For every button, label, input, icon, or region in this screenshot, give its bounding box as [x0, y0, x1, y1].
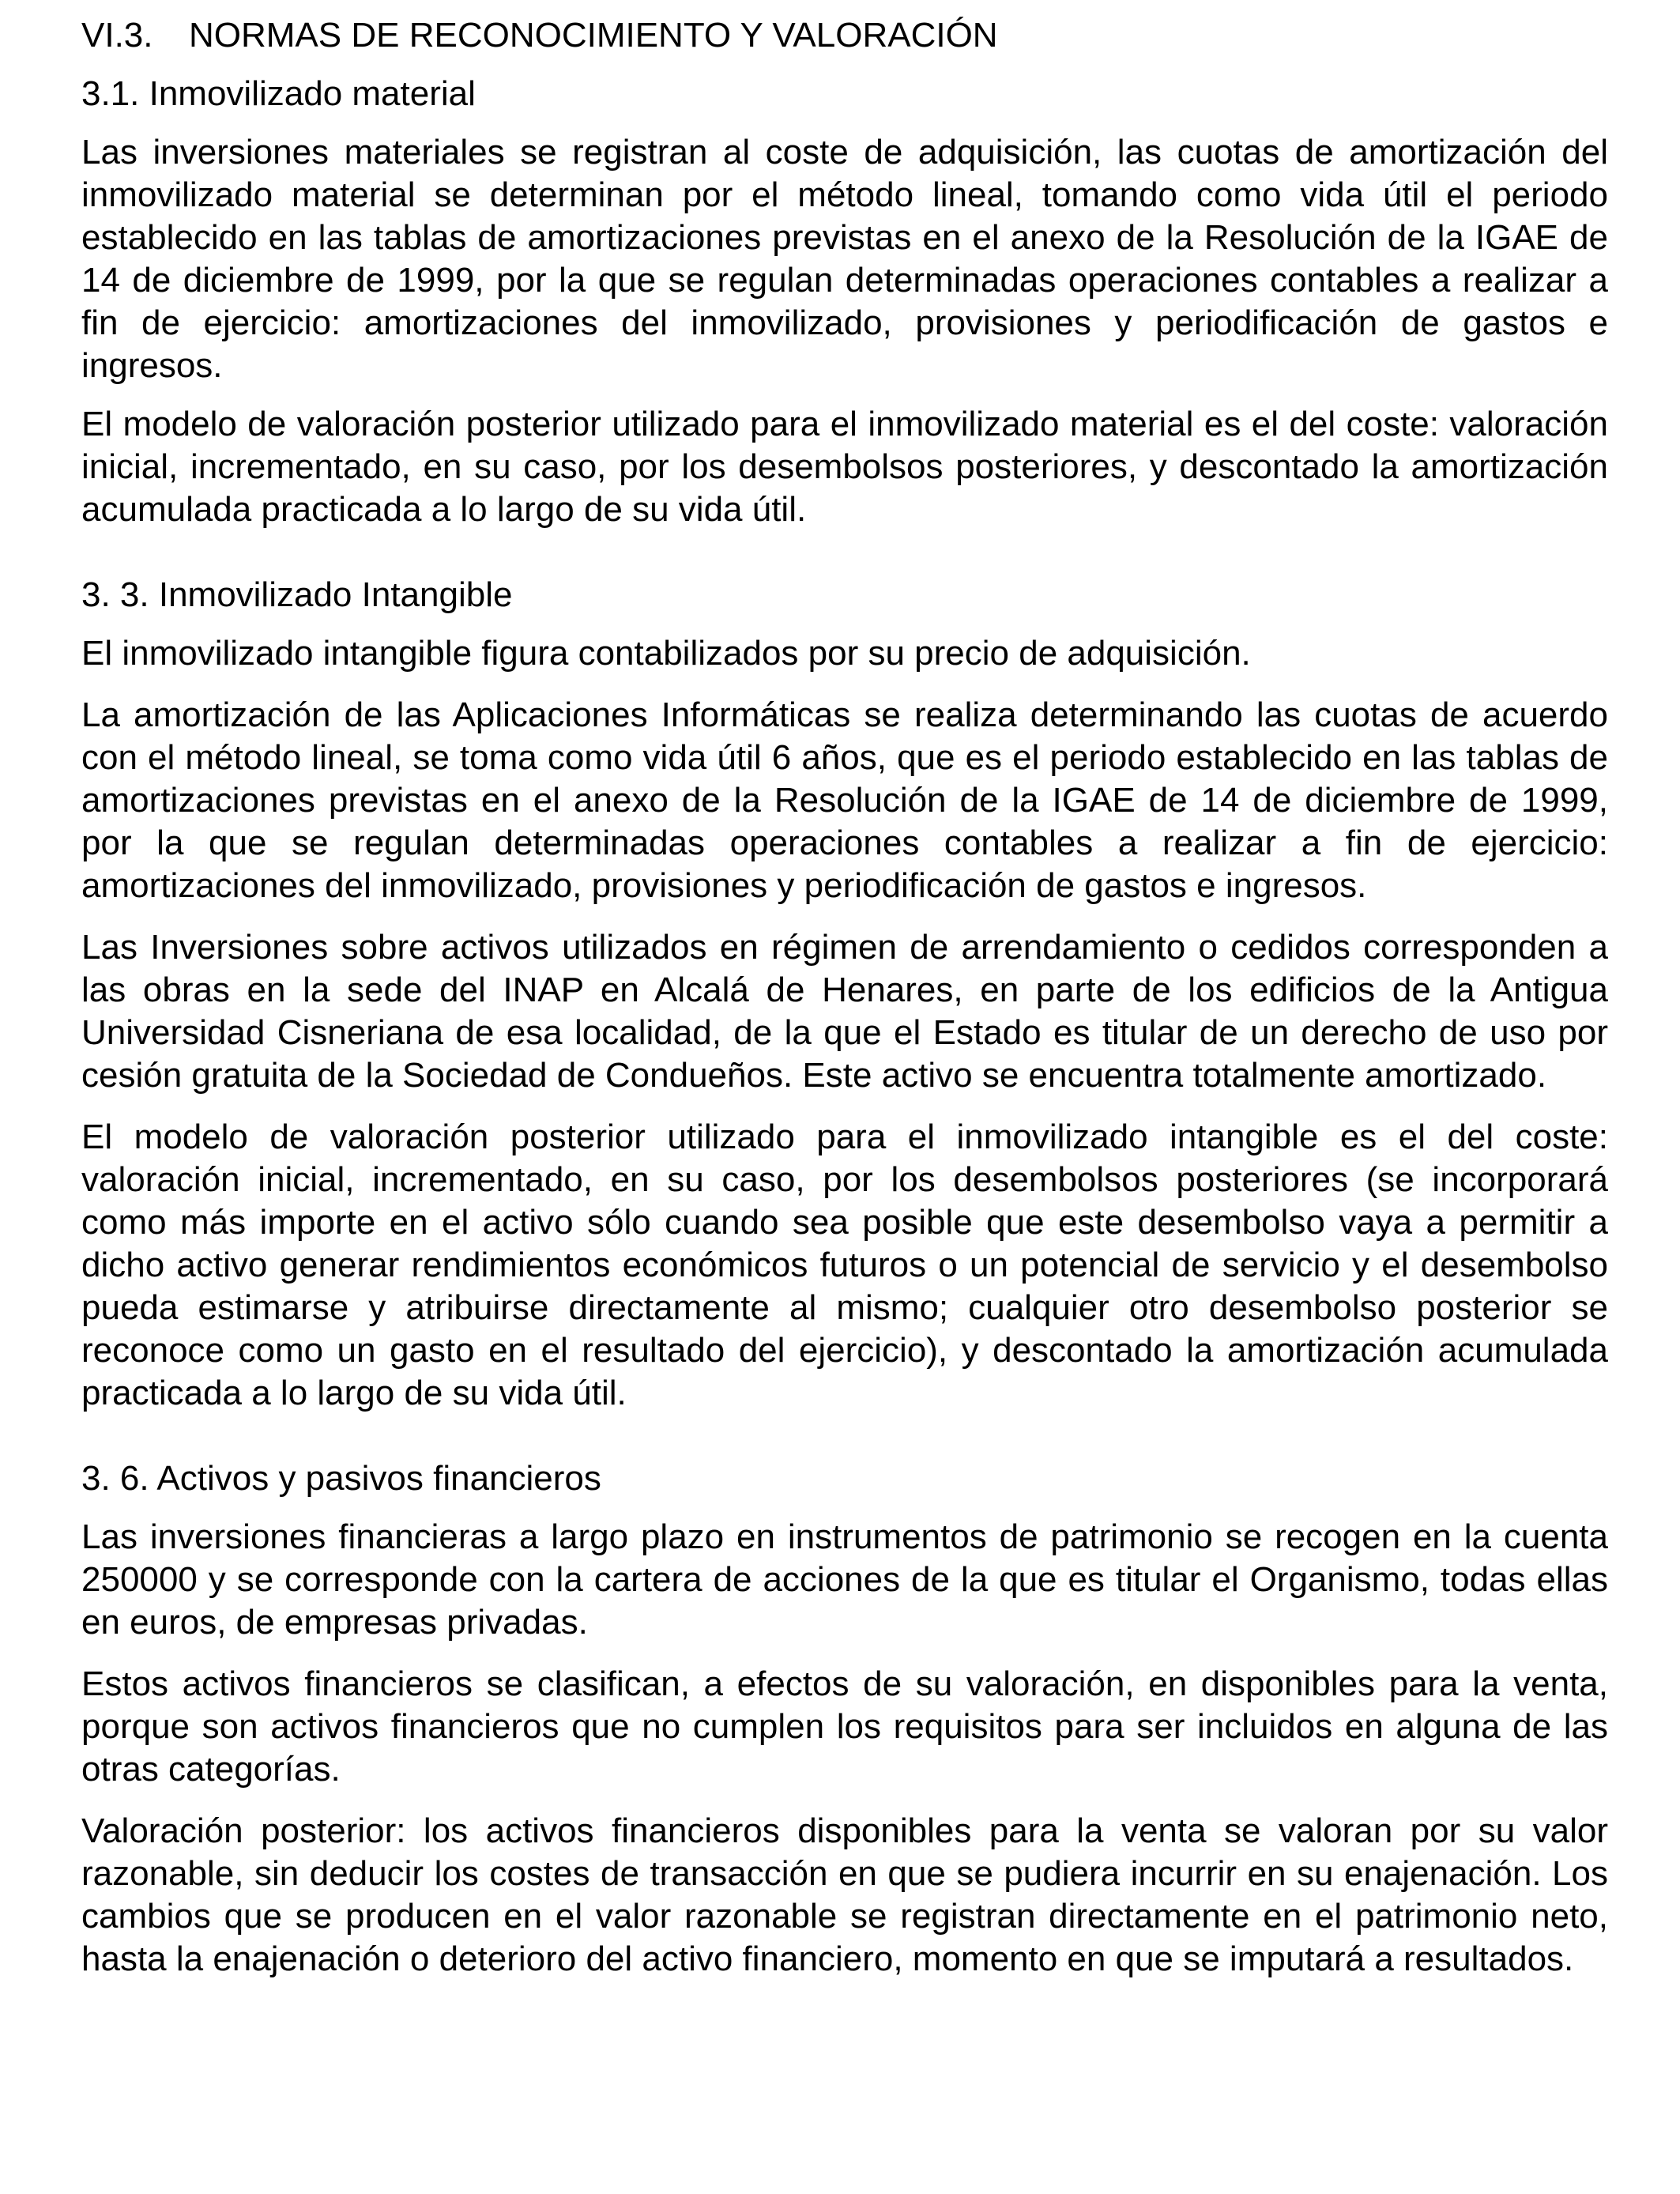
section-title-text: NORMAS DE RECONOCIMIENTO Y VALORACIÓN: [189, 16, 998, 55]
document-page: [81, 14, 1608, 1981]
paragraph: Las inversiones financieras a largo plazo en instrumentos de patrimonio se recogen en la cuenta 250000 y se corresponde con la cartera de acciones de la que es titular el Organismo, todas ellas en euros, de empresas privadas.: [81, 1517, 1608, 1642]
paragraph: La amortización de las Aplicaciones Informáticas se realiza determinando las cuotas de acuerdo con el método lineal, se toma como vida útil 6 años, que es el periodo establecido en las tablas de amortizaciones previstas en el anexo de la Resolución de la IGAE de 14 de diciembre de 1999, por la que se regulan determinadas operaciones contables a realizar a fin de ejercicio: amortizaciones del inmovilizado, provisiones y periodificación de gastos e ingresos.: [81, 696, 1608, 905]
paragraph: Estos activos financieros se clasifican, a efectos de su valoración, en disponibles para la venta, porque son activos financieros que no cumplen los requisitos para ser incluidos en alguna de las otras categorías.: [81, 1664, 1608, 1789]
section-title: [81, 14, 1608, 57]
paragraph: Las Inversiones sobre activos utilizados en régimen de arrendamiento o cedidos corresponden a las obras en la sede del INAP en Alcalá de Henares, en parte de los edificios de la Antigua Universidad Cisneriana de esa localidad, de la que el Estado es titular de un derecho de uso por cesión gratuita de la Sociedad de Condueños. Este activo se encuentra totalmente amortizado.: [81, 928, 1608, 1095]
paragraph: Las inversiones materiales se registran al coste de adquisición, las cuotas de amortización del inmovilizado material se determinan por el método lineal, tomando como vida útil el periodo establecido en las tablas de amortizaciones previstas en el anexo de la Resolución de la IGAE de 14 de diciembre de 1999, por la que se regulan determinadas operaciones contables a realizar a fin de ejercicio: amortizaciones del inmovilizado, provisiones y periodificación de gastos e ingresos.: [81, 133, 1608, 385]
paragraph: Valoración posterior: los activos financieros disponibles para la venta se valoran por su valor razonable, sin deducir los costes de transacción en que se pudiera incurrir en su enajenación. Los cambios que se producen en el valor razonable se registran directamente en el patrimonio neto, hasta la enajenación o deterioro del activo financiero, momento en que se imputará a resultados.: [81, 1811, 1608, 1978]
subsection-heading-inmovilizado-intangible: 3. 3. Inmovilizado Intangible: [81, 575, 513, 614]
subsection-heading-activos-pasivos-financieros: 3. 6. Activos y pasivos financieros: [81, 1459, 601, 1498]
paragraph: El modelo de valoración posterior utilizado para el inmovilizado intangible es el del coste: valoración inicial, incrementado, en su caso, por los desembolsos posteriores (se incorporará como más importe en el activo sólo cuando sea posible que este desembolso vaya a permitir a dicho activo generar rendimientos económicos futuros o un potencial de servicio y el desembolso pueda estimarse y atribuirse directamente al mismo; cualquier otro desembolso posterior se reconoce como un gasto en el resultado del ejercicio), y descontado la amortización acumulada practicada a lo largo de su vida útil.: [81, 1118, 1608, 1412]
paragraph: El modelo de valoración posterior utilizado para el inmovilizado material es el del coste: valoración inicial, incrementado, en su caso, por los desembolsos posteriores, y descontado la amortización acumulada practicada a lo largo de su vida útil.: [81, 405, 1608, 529]
subsection-heading-inmovilizado-material: 3.1. Inmovilizado material: [81, 74, 476, 113]
section-number: VI.3.: [81, 16, 153, 55]
paragraph: El inmovilizado intangible figura contabilizados por su precio de adquisición.: [81, 634, 1251, 673]
